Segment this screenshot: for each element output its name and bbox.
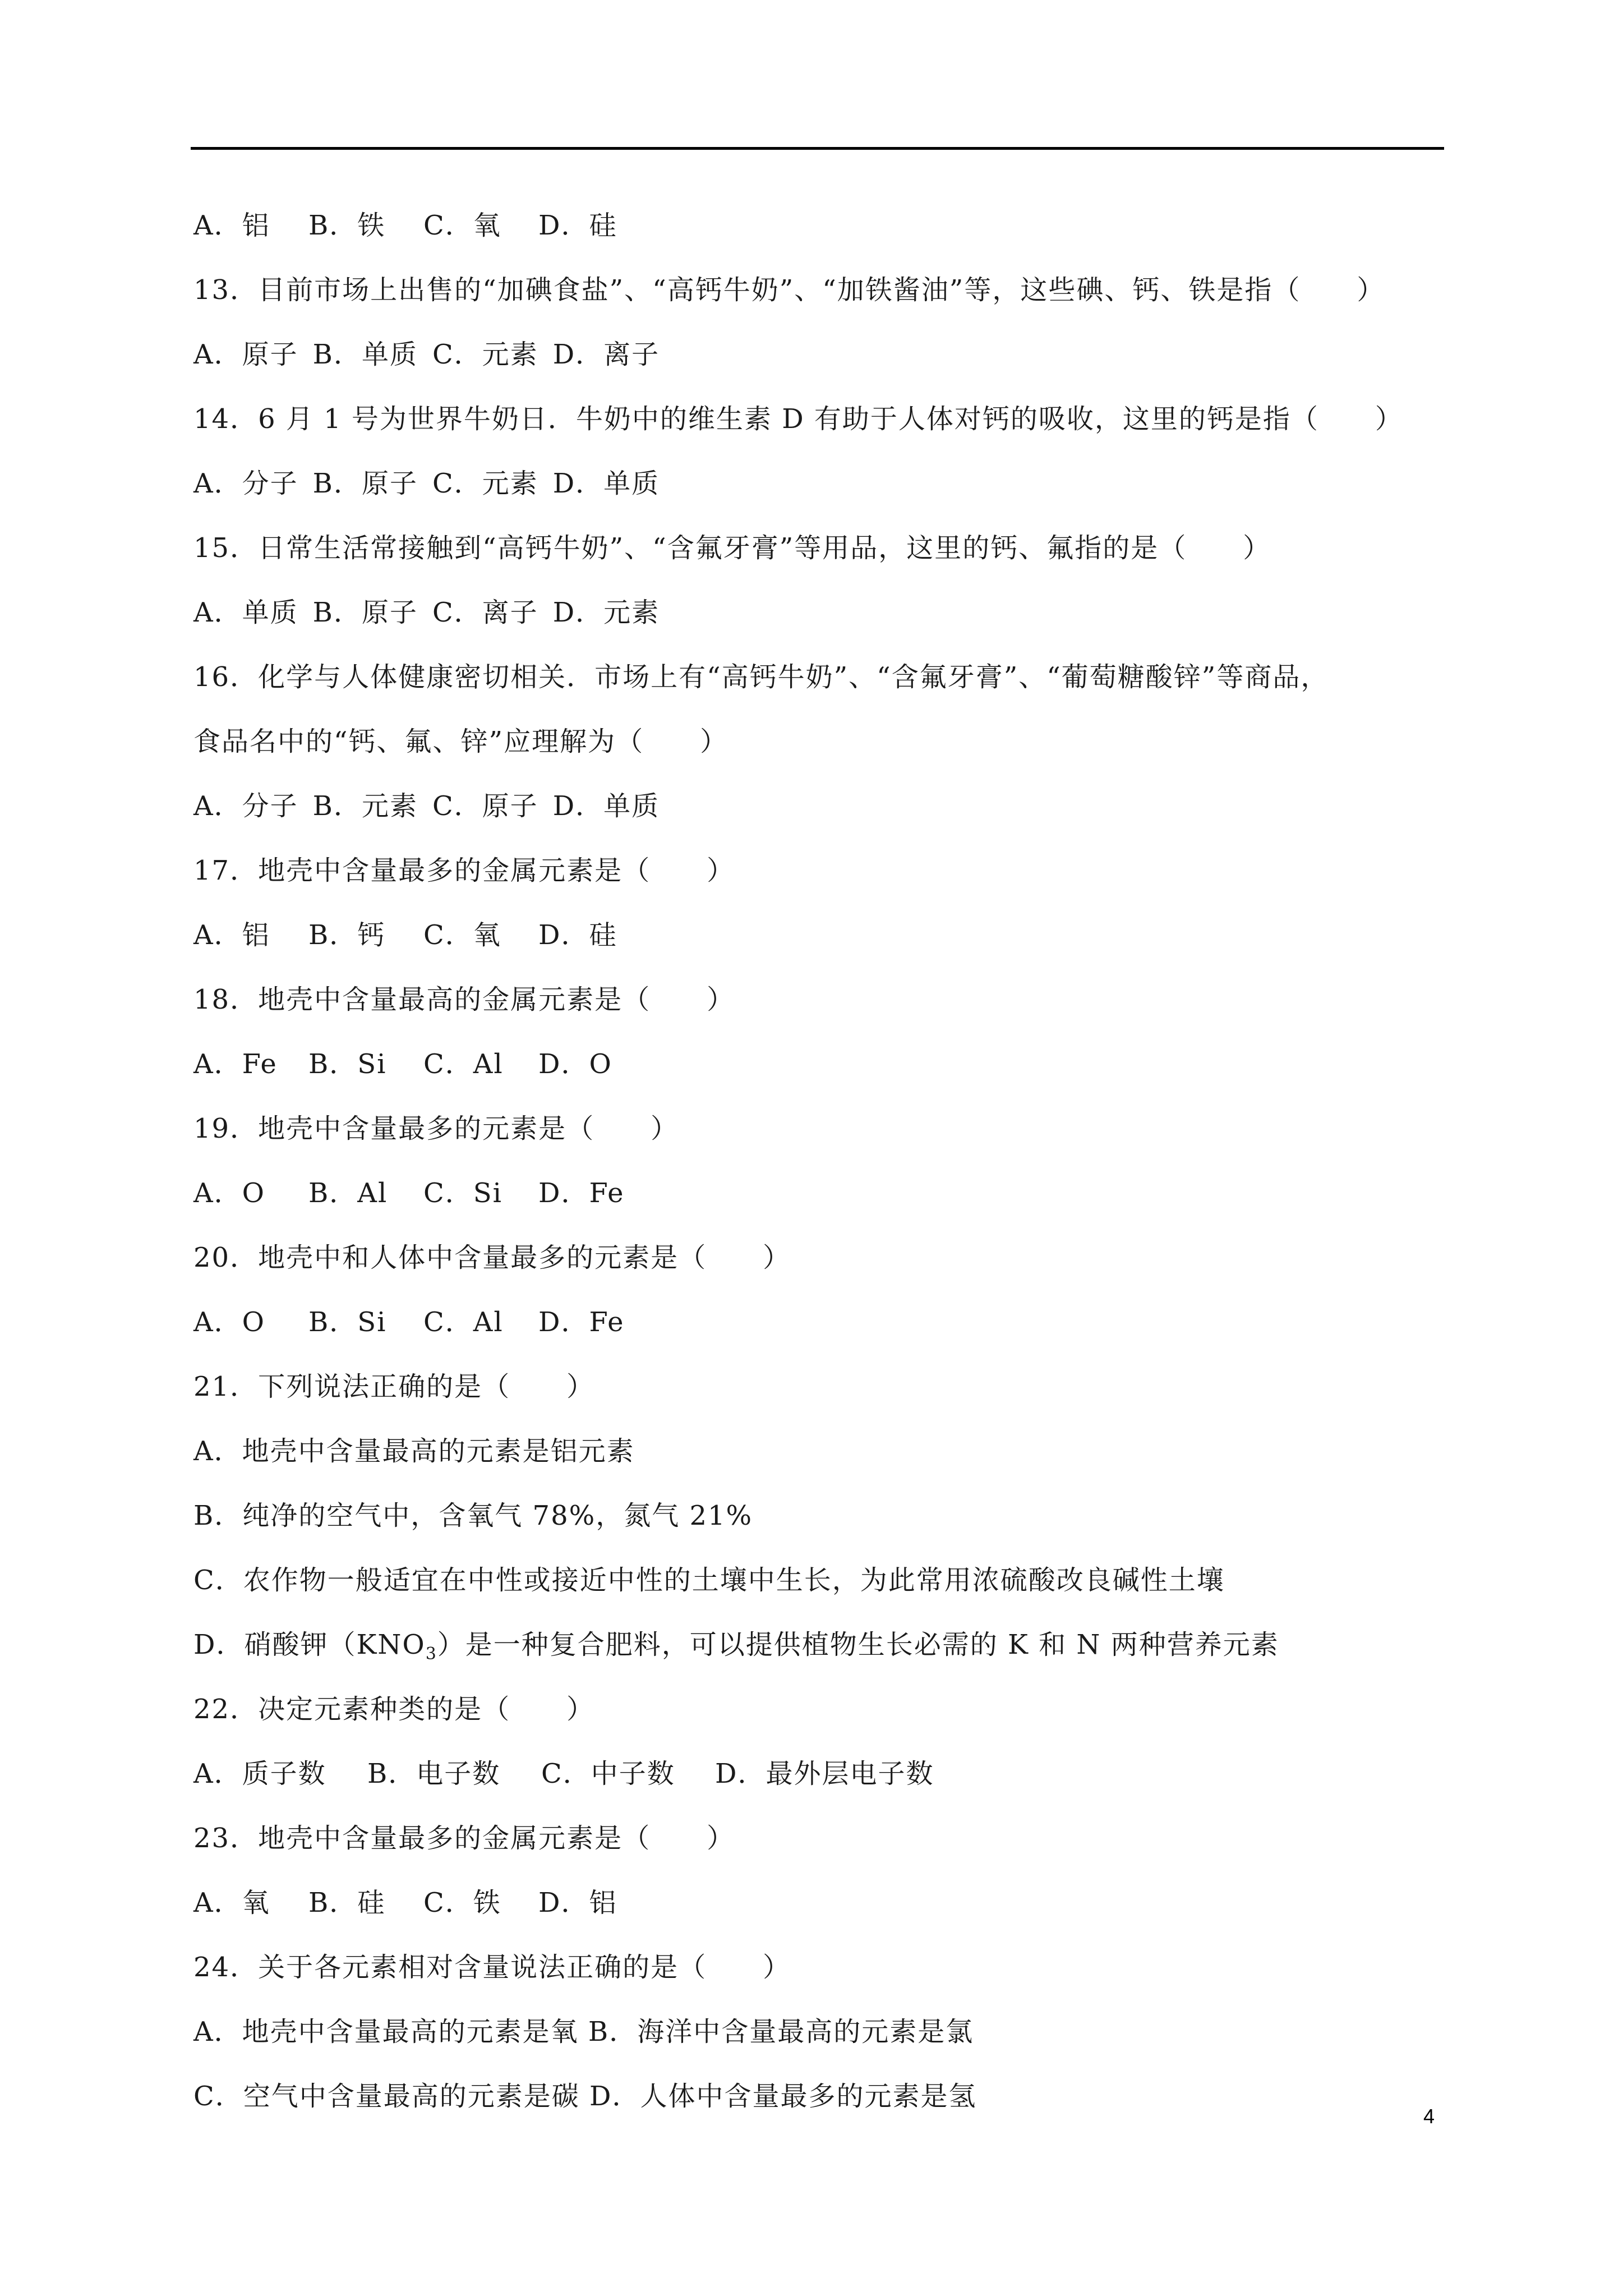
option-d: D．Fe [538, 1177, 625, 1209]
option-a: A．O [193, 1177, 266, 1209]
option-b: B．原子 [312, 597, 418, 628]
option-a: A．铝 [193, 210, 270, 241]
option-d: D．硅 [538, 210, 617, 241]
option-a: A．O [193, 1306, 266, 1338]
header-rule [191, 147, 1444, 150]
options-row [193, 1032, 1450, 1097]
text-line: C．空气中含量最高的元素是碳 D．人体中含量最多的元素是氢 [193, 2081, 977, 2112]
option-c: C．元素 [432, 468, 538, 499]
text-line: 16．化学与人体健康密切相关．市场上有“高钙牛奶”、“含氟牙膏”、“葡萄糖酸锌”等商品， [193, 661, 1329, 693]
option-b: B．Si [308, 1306, 387, 1338]
option-a: A．铝 [193, 919, 270, 951]
options-row [193, 452, 1450, 516]
option-a: A．氧 [193, 1887, 270, 1918]
option-d: D．O [538, 1048, 612, 1080]
option-a: A．单质 [193, 597, 298, 628]
page-number: 4 [1423, 2105, 1435, 2128]
option-d: D．Fe [538, 1306, 625, 1338]
options-row [193, 903, 1450, 968]
option-d: D．离子 [552, 339, 660, 370]
text-line [193, 1613, 1450, 1677]
option-a: A．Fe [193, 1048, 278, 1080]
text-line: 13．目前市场上出售的“加碘食盐”、“高钙牛奶”、“加铁酱油”等，这些碘、钙、铁是指（ ） [193, 274, 1385, 306]
document-body [193, 194, 1450, 2129]
option-d: D．元素 [552, 597, 660, 628]
text-line: 19．地壳中含量最多的元素是（ ） [193, 1113, 679, 1144]
text-line: 24．关于各元素相对含量说法正确的是（ ） [193, 1952, 791, 1983]
options-row [193, 323, 1450, 387]
text-line: 22．决定元素种类的是（ ） [193, 1694, 595, 1725]
text-line: A．地壳中含量最高的元素是氧 B．海洋中含量最高的元素是氯 [193, 2016, 974, 2047]
option-b: B．Si [308, 1048, 387, 1080]
options-row [193, 774, 1450, 839]
option-b: B．钙 [308, 919, 386, 951]
option-b: B．铁 [308, 210, 386, 241]
option-b: B．元素 [312, 790, 418, 822]
option-b: B．单质 [312, 339, 418, 370]
option-c: C．离子 [432, 597, 538, 628]
option-d: D．最外层电子数 [715, 1758, 934, 1789]
text-segment: D．硝酸钾（KNO [193, 1629, 426, 1660]
options-row [193, 1871, 1450, 1935]
subscript: 3 [425, 1644, 437, 1664]
text-line: 15．日常生活常接触到“高钙牛奶”、“含氟牙膏”等用品，这里的钙、氟指的是（ ） [193, 532, 1271, 564]
text-segment: ）是一种复合肥料，可以提供植物生长必需的 K 和 N 两种营养元素 [437, 1629, 1279, 1660]
text-line: 21．下列说法正确的是（ ） [193, 1371, 595, 1402]
text-line: 14．6 月 1 号为世界牛奶日．牛奶中的维生素 D 有助于人体对钙的吸收，这里的钙是指（ ） [193, 403, 1403, 435]
text-line: 20．地壳中和人体中含量最多的元素是（ ） [193, 1242, 791, 1273]
text-line: C．农作物一般适宜在中性或接近中性的土壤中生长，为此常用浓硫酸改良碱性土壤 [193, 1565, 1225, 1596]
option-d: D．硅 [538, 919, 617, 951]
option-c: C．Al [423, 1048, 504, 1080]
options-row [193, 1161, 1450, 1226]
options-row [193, 581, 1450, 645]
options-row [193, 194, 1450, 258]
option-d: D．铝 [538, 1887, 617, 1918]
option-a: A．原子 [193, 339, 298, 370]
option-c: C．元素 [432, 339, 538, 370]
options-row [193, 1290, 1450, 1355]
option-b: B．原子 [312, 468, 418, 499]
option-b: B．Al [308, 1177, 388, 1209]
option-a: A．质子数 [193, 1758, 326, 1789]
option-c: C．原子 [432, 790, 538, 822]
text-line: B．纯净的空气中，含氧气 78%，氮气 21% [193, 1500, 753, 1531]
option-c: C．氧 [423, 919, 501, 951]
option-c: C．Al [423, 1306, 504, 1338]
option-c: C．铁 [423, 1887, 501, 1918]
option-c: C．氧 [423, 210, 501, 241]
text-line: 食品名中的“钙、氟、锌”应理解为（ ） [193, 726, 728, 757]
option-c: C．中子数 [541, 1758, 675, 1789]
text-line: 17．地壳中含量最多的金属元素是（ ） [193, 855, 735, 886]
option-d: D．单质 [552, 790, 660, 822]
text-line: A．地壳中含量最高的元素是铝元素 [193, 1435, 635, 1467]
text-line: 23．地壳中含量最多的金属元素是（ ） [193, 1823, 735, 1854]
option-a: A．分子 [193, 790, 298, 822]
option-c: C．Si [423, 1177, 502, 1209]
option-a: A．分子 [193, 468, 298, 499]
text-line: 18．地壳中含量最高的金属元素是（ ） [193, 984, 735, 1015]
option-b: B．硅 [308, 1887, 386, 1918]
option-b: B．电子数 [367, 1758, 501, 1789]
option-d: D．单质 [552, 468, 660, 499]
options-row [193, 1742, 1450, 1806]
